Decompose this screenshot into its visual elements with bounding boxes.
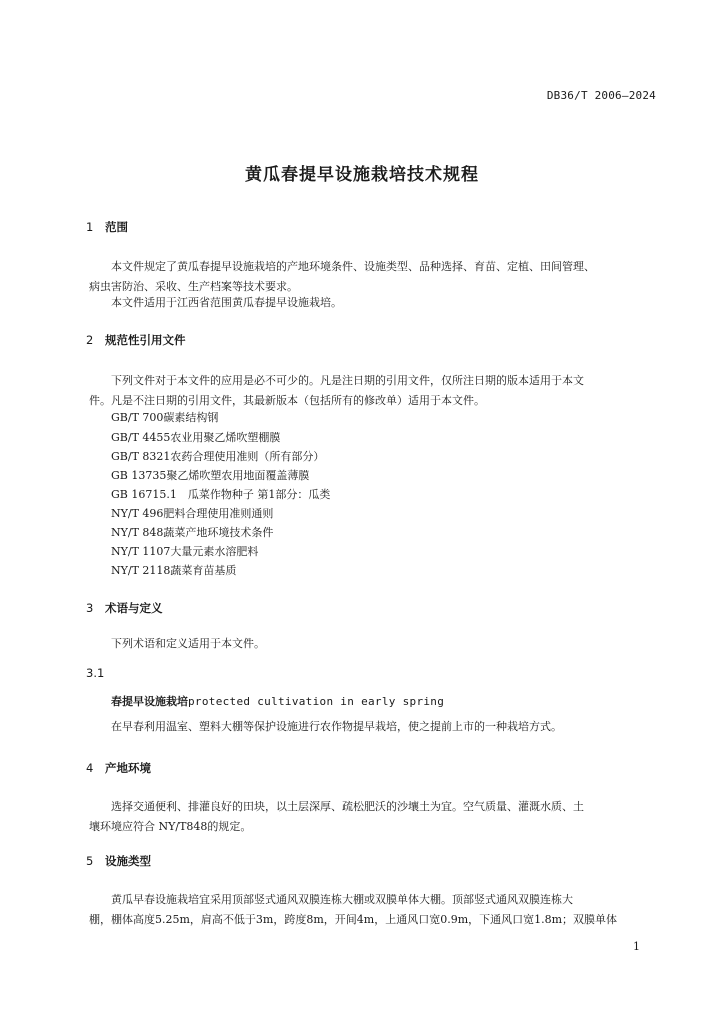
subsection-number: 3.1 [86,666,105,680]
section-3-paragraph-1 [89,634,657,654]
term-english: protected cultivation in early spring [188,695,445,708]
reference-item: GB/T 8321农药合理使用准则（所有部分） [111,450,325,463]
text-line: 下列术语和定义适用于本文件。 [111,637,265,650]
text-line: 壤环境应符合 NY/T848的规定。 [89,820,252,833]
section-1-heading [86,219,128,235]
section-1-paragraph-2 [89,293,657,313]
section-title: 术语与定义 [105,601,163,615]
section-number: 2 [86,333,94,347]
text-line: 黄瓜早春设施栽培宜采用顶部竖式通风双膜连栋大棚或双膜单体大棚。顶部竖式通风双膜连栋大 [111,893,573,906]
text-line: 棚，棚体高度5.25m，肩高不低于3m，跨度8m，开间4m，上通风口宽0.9m，下通风口宽1.8m；双膜单体 [89,913,618,926]
term-chinese: 春提早设施栽培 [111,695,188,708]
text-line: 本文件适用于江西省范围黄瓜春提早设施栽培。 [111,296,342,309]
reference-item: NY/T 496肥料合理使用准则通则 [111,507,274,520]
section-2-paragraph-1 [89,371,657,411]
reference-item: NY/T 848蔬菜产地环境技术条件 [111,526,274,539]
text-line: 下列文件对于本文件的应用是必不可少的。凡是注日期的引用文件，仅所注日期的版本适用于本文 [111,374,584,387]
subsection-3-1-number [86,666,104,680]
text-line: 在早春利用温室、塑料大棚等保护设施进行农作物提早栽培，使之提前上市的一种栽培方式。 [111,720,562,733]
section-5-heading [86,853,151,869]
text-line: 件。凡是不注日期的引用文件，其最新版本（包括所有的修改单）适用于本文件。 [89,394,485,407]
reference-item: GB/T 4455农业用聚乙烯吹塑棚膜 [111,431,281,444]
section-1-paragraph-1 [89,257,657,297]
term-definition [89,717,657,737]
term-entry [111,693,444,709]
section-title: 产地环境 [105,761,151,775]
section-number: 5 [86,854,94,868]
section-number: 4 [86,761,94,775]
section-title: 范围 [105,220,128,234]
text-line: 病虫害防治、采收、生产档案等技术要求。 [89,280,298,293]
text-line: 本文件规定了黄瓜春提早设施栽培的产地环境条件、设施类型、品种选择、育苗、定植、田间管理、 [111,260,595,273]
section-title: 规范性引用文件 [105,333,186,347]
reference-item: GB 16715.1 瓜菜作物种子 第1部分：瓜类 [111,488,331,501]
reference-item: NY/T 1107大量元素水溶肥料 [111,545,259,558]
section-4-heading [86,760,151,776]
section-number: 3 [86,601,94,615]
text-line: 选择交通便利、排灌良好的田块，以土层深厚、疏松肥沃的沙壤土为宜。空气质量、灌溉水质、土 [111,800,584,813]
reference-item: NY/T 2118蔬菜育苗基质 [111,564,237,577]
page-number: 1 [633,940,640,953]
reference-item: GB 13735聚乙烯吹塑农用地面覆盖薄膜 [111,469,310,482]
section-number: 1 [86,220,94,234]
section-2-heading [86,332,186,348]
section-title: 设施类型 [105,854,151,868]
section-5-paragraph-1 [89,890,657,930]
standard-number: DB36/T 2006—2024 [546,89,656,102]
document-title: 黄瓜春提早设施栽培技术规程 [245,165,479,185]
section-3-heading [86,600,163,616]
reference-item: GB/T 700碳素结构钢 [111,411,219,424]
section-4-paragraph-1 [89,797,657,837]
